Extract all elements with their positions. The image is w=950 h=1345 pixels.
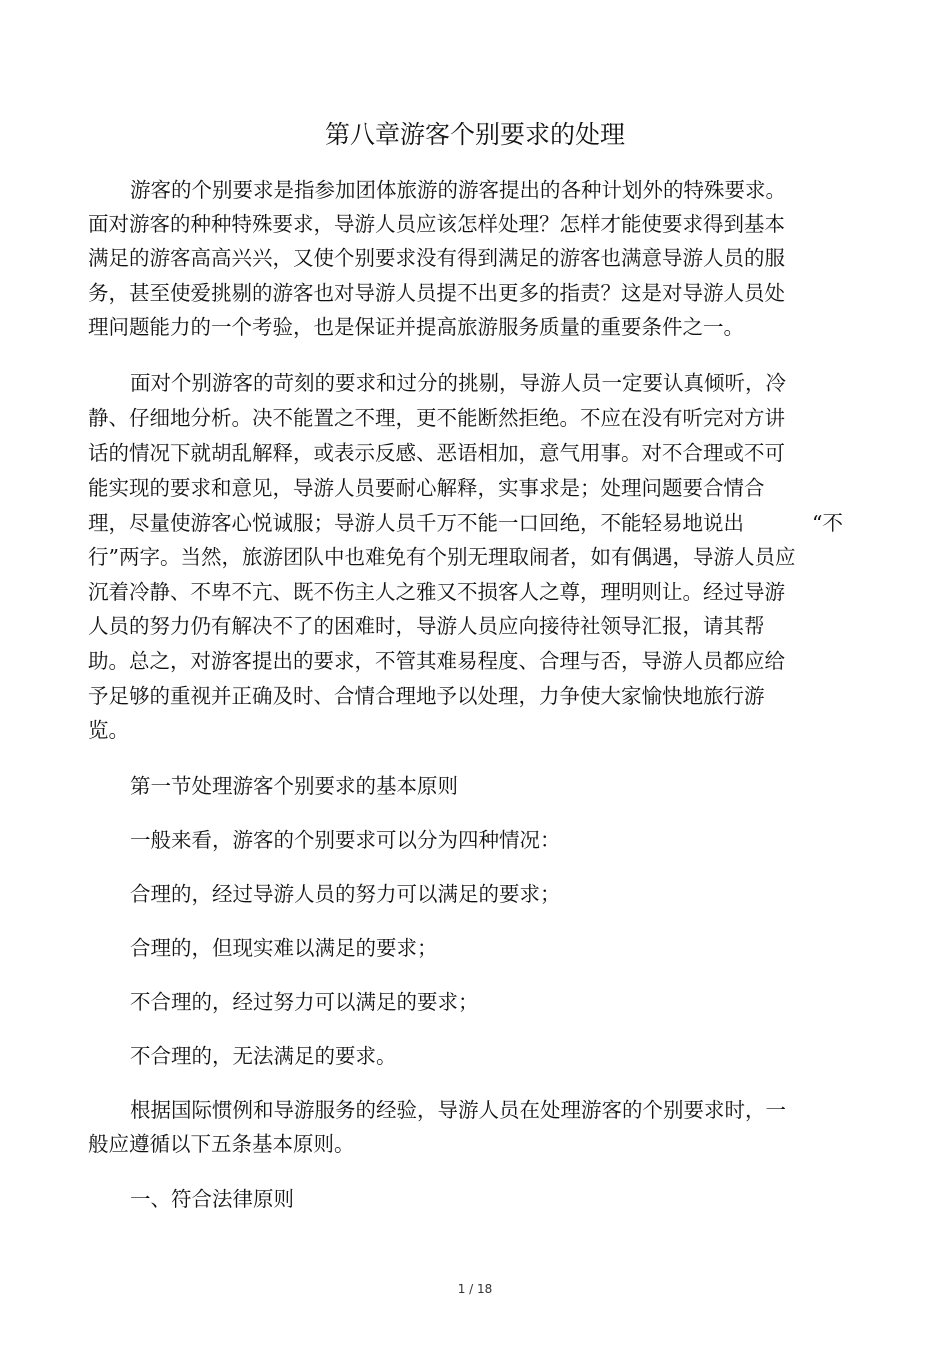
text-line: 面对个别游客的苛刻的要求和过分的挑剔，导游人员一定要认真倾听，冷 [130, 371, 786, 395]
text-line: 务，甚至使爱挑剔的游客也对导游人员提不出更多的指责？这是对导游人员处 [88, 281, 785, 305]
list-item: 合理的，但现实难以满足的要求； [130, 936, 438, 960]
text-line: 行”两字。当然，旅游团队中也难免有个别无理取闹者，如有偶遇，导游人员应 [88, 545, 796, 569]
text-line: 静、仔细地分析。决不能置之不理，更不能断然拒绝。不应在没有听完对方讲 [88, 406, 785, 430]
text-line: 沉着冷静、不卑不亢、既不伤主人之雅又不损客人之尊，理明则让。经过导游 [88, 580, 785, 604]
text-line: 满足的游客高高兴兴，又使个别要求没有得到满足的游客也满意导游人员的服 [88, 246, 785, 270]
text-line: 览。 [88, 718, 129, 742]
list-item: 合理的，经过导游人员的努力可以满足的要求； [130, 882, 561, 906]
text-line: 助。总之，对游客提出的要求，不管其难易程度、合理与否，导游人员都应给 [88, 649, 785, 673]
text-line: 面对游客的种种特殊要求，导游人员应该怎样处理？怎样才能使要求得到基本 [88, 212, 785, 236]
text-line: 般应遵循以下五条基本原则。 [88, 1132, 355, 1156]
text-line: 游客的个别要求是指参加团体旅游的游客提出的各种计划外的特殊要求。 [130, 178, 786, 202]
page-number: 1 / 18 [457, 1282, 493, 1296]
text-line: 话的情况下就胡乱解释，或表示反感、恶语相加，意气用事。对不合理或不可 [88, 441, 785, 465]
text-line: 理问题能力的一个考验，也是保证并提高旅游服务质量的重要条件之一。 [88, 315, 744, 339]
text-line: 理，尽量使游客心悦诚服；导游人员千万不能一口回绝，不能轻易地说出 [88, 511, 744, 535]
list-item: 不合理的，无法满足的要求。 [130, 1044, 397, 1068]
intro-line: 一般来看，游客的个别要求可以分为四种情况： [130, 828, 561, 852]
text-line: 予足够的重视并正确及时、合情合理地予以处理，力争使大家愉快地旅行游 [88, 684, 765, 708]
text-line: 能实现的要求和意见，导游人员要耐心解释，实事求是；处理问题要合情合 [88, 476, 765, 500]
quote-fragment: “不 [812, 511, 843, 535]
text-line: 人员的努力仍有解决不了的困难时，导游人员应向接待社领导汇报，请其帮 [88, 614, 765, 638]
text-line: 根据国际惯例和导游服务的经验，导游人员在处理游客的个别要求时，一 [130, 1098, 786, 1122]
section-heading: 第一节处理游客个别要求的基本原则 [130, 774, 458, 798]
page-title: 第八章游客个别要求的处理 [324, 120, 625, 149]
principle-heading: 一、符合法律原则 [130, 1187, 294, 1211]
list-item: 不合理的，经过努力可以满足的要求； [130, 990, 479, 1014]
